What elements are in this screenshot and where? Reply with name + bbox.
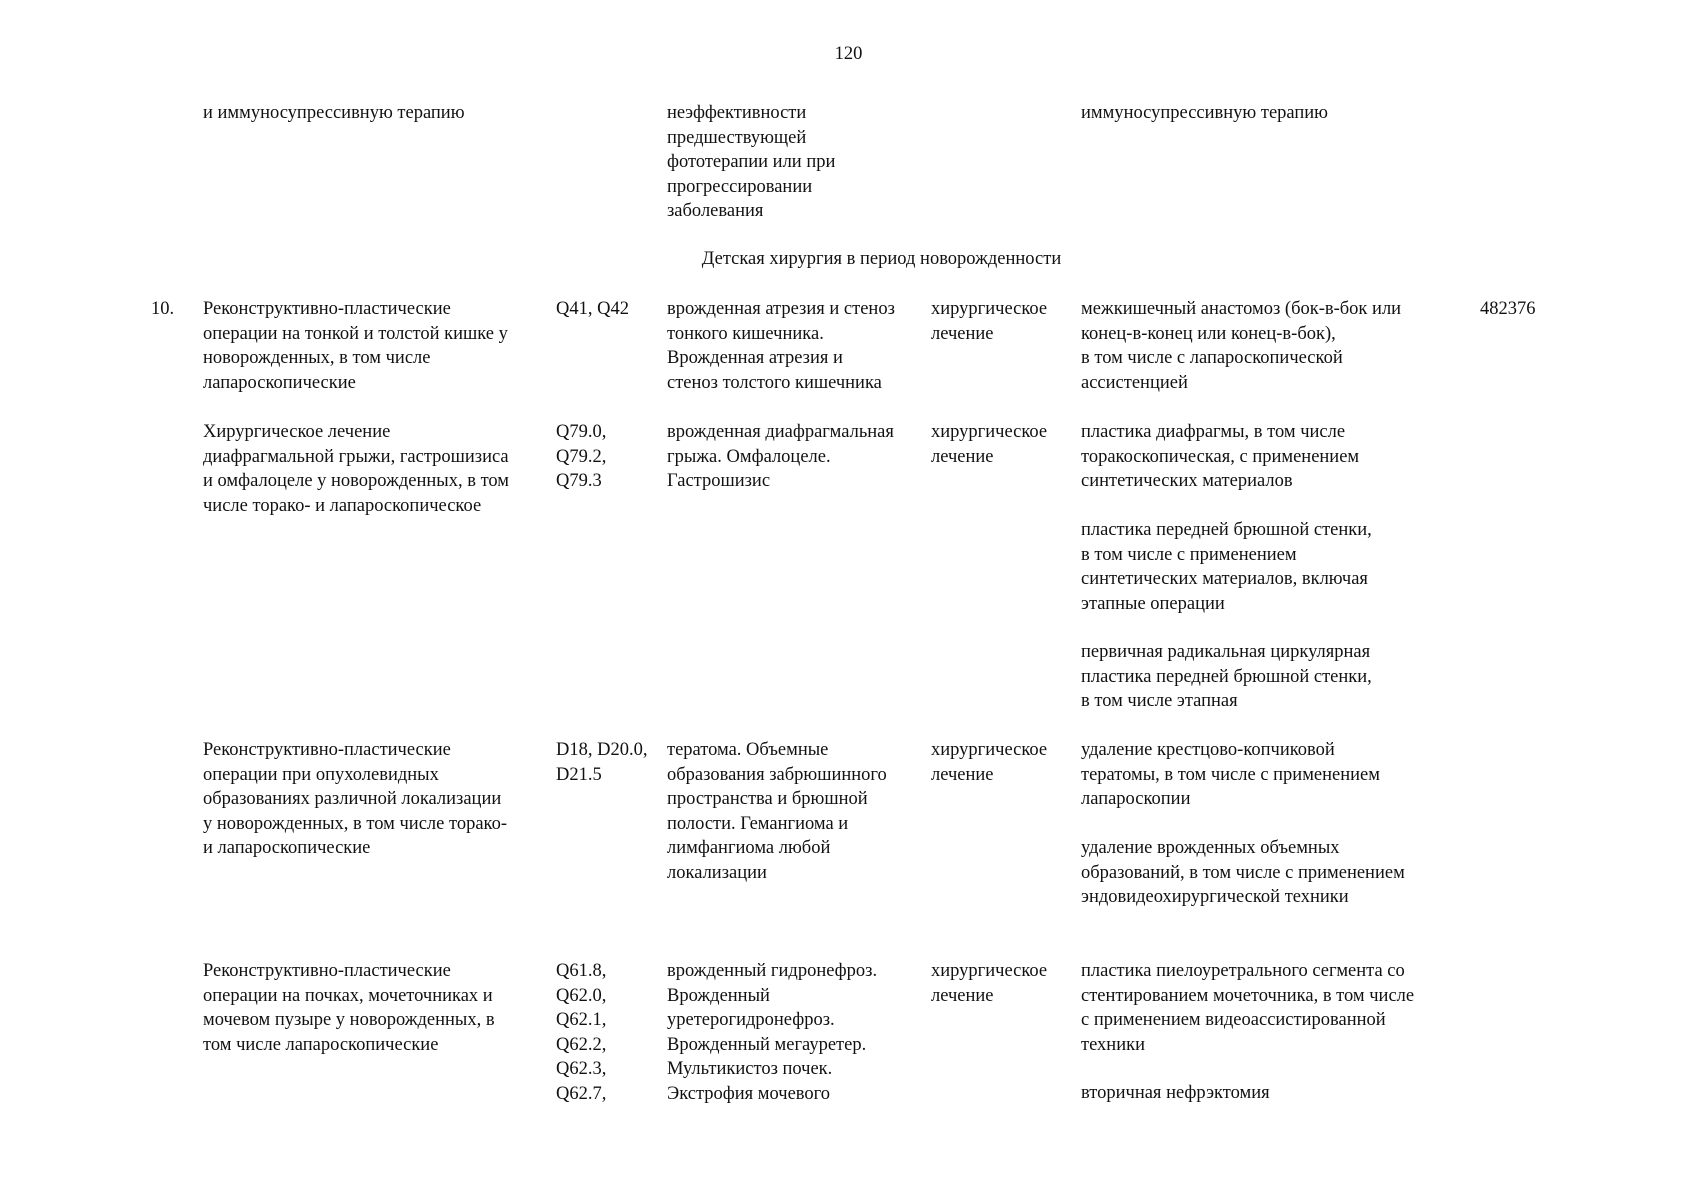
row-4-patient-model: врожденный гидронефроз. Врожденный уретерогидронефроз. Врожденный мегауретер. Мультикистоз почек. Экстрофия мочевого (667, 961, 878, 1104)
row-3-method-1: удаление крестцово-копчиковой тератомы, в том числе с применением лапароскопии (1081, 740, 1380, 809)
row-1-treatment-type: хирургическое лечение (931, 299, 1048, 344)
row-2-method-3: первичная радикальная циркулярная пластика передней брюшной стенки, в том числе этапная (1081, 642, 1372, 711)
row-3-name: Реконструктивно-пластические операции при опухолевидных образованиях различной локализации у новорожденных, в том числе торако- и лапароскопические (203, 740, 507, 858)
row-1-method-1: межкишечный анастомоз (бок-в-бок или конец-в-конец или конец-в-бок), в том числе с лапароскопической ассистенцией (1081, 299, 1402, 393)
row-2-patient-model: врожденная диафрагмальная грыжа. Омфалоцеле. Гастрошизис (667, 422, 894, 491)
row-1-patient-model: врожденная атрезия и стеноз тонкого кишечника. Врожденная атрезия и стеноз толстого кишечника (667, 299, 895, 393)
row-4-name: Реконструктивно-пластические операции на почках, мочеточниках и мочевом пузыре у новорожденных, в том числе лапароскопические (203, 961, 495, 1055)
row-3-codes: D18, D20.0, D21.5 (556, 740, 648, 785)
row-1-name: Реконструктивно-пластические операции на тонкой и толстой кишке у новорожденных, в том числе лапароскопические (203, 299, 508, 393)
row-3-patient-model: тератома. Объемные образования забрюшинного пространства и брюшной полости. Гемангиома и лимфангиома любой локализации (667, 740, 887, 883)
page-number: 120 (834, 44, 863, 64)
row-4-method-2: вторичная нефрэктомия (1081, 1083, 1270, 1103)
row-2-method-2: пластика передней брюшной стенки, в том числе с применением синтетических материалов, включая этапные операции (1081, 520, 1372, 614)
row-4-method-1: пластика пиелоуретрального сегмента со стентированием мочеточника, в том числе с применением видеоассистированной техники (1081, 961, 1415, 1055)
row-4-treatment-type: хирургическое лечение (931, 961, 1048, 1006)
section-title: Детская хирургия в период новорожденности (701, 249, 1062, 269)
row-4-codes: Q61.8, Q62.0, Q62.1, Q62.2, Q62.3, Q62.7, (556, 961, 607, 1104)
row-2-name: Хирургическое лечение диафрагмальной грыжи, гастрошизиса и омфалоцеле у новорожденных, в том числе торако- и лапароскопическое (203, 422, 510, 516)
row-3-treatment-type: хирургическое лечение (931, 740, 1048, 785)
row-number: 10. (151, 299, 175, 319)
continuation-method: иммуносупрессивную терапию (1081, 103, 1329, 123)
row-1-codes: Q41, Q42 (556, 299, 629, 319)
continuation-name: и иммуносупрессивную терапию (203, 103, 465, 123)
row-1-cost: 482376 (1480, 299, 1536, 319)
row-3-method-2: удаление врожденных объемных образований, в том числе с применением эндовидеохирургической техники (1081, 838, 1405, 907)
row-2-method-1: пластика диафрагмы, в том числе торакоскопическая, с применением синтетических материалов (1081, 422, 1360, 491)
row-2-treatment-type: хирургическое лечение (931, 422, 1048, 467)
row-2-codes: Q79.0, Q79.2, Q79.3 (556, 422, 607, 491)
continuation-patient-model: неэффективности предшествующей фототерапии или при прогрессировании заболевания (667, 103, 836, 221)
